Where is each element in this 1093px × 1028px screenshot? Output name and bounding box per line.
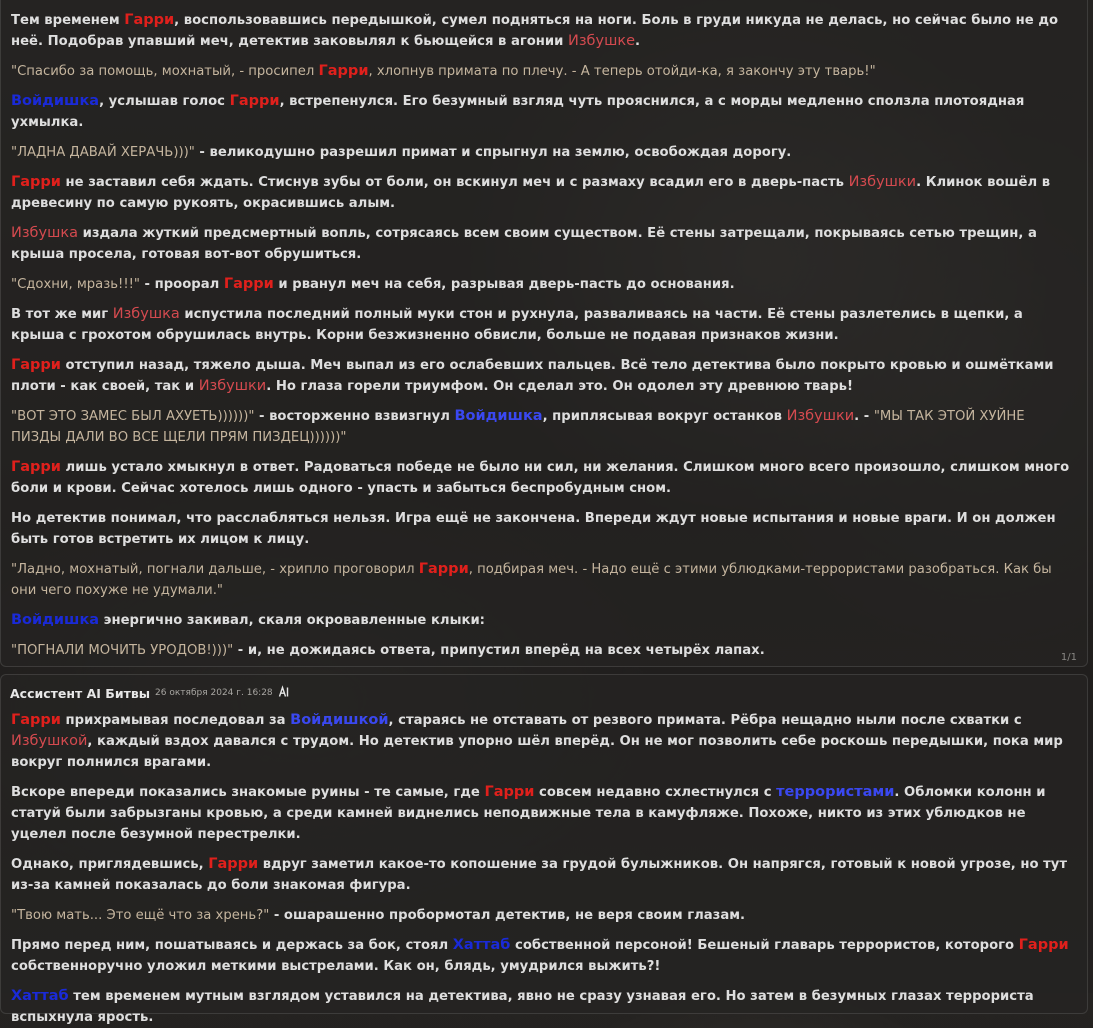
quote-segment: "Ладно, мохнатый, погнали дальше, - хрипло проговорил bbox=[11, 562, 419, 577]
message-paragraph bbox=[11, 986, 1077, 1028]
text-segment: В тот же миг bbox=[11, 307, 113, 322]
quote-segment: "ПОГНАЛИ МОЧИТЬ УРОДОВ!)))" bbox=[11, 643, 234, 658]
message-paragraph bbox=[11, 142, 1077, 163]
character-name-garri: Гарри bbox=[484, 784, 535, 800]
author-name[interactable]: Ассистент AI Битвы bbox=[10, 685, 151, 701]
text-segment: собственной персоной! Бешеный главарь террористов, которого bbox=[510, 938, 1019, 953]
text-segment: , стараясь не отставать от резвого примата. Рёбра нещадно ныли после схватки с bbox=[388, 713, 1022, 728]
message-paragraph bbox=[11, 91, 1077, 133]
character-name-garri: Гарри bbox=[11, 459, 61, 475]
text-segment: , встрепенулся. Его безумный взгляд чуть прояснился, а с морды медленно сползла плотоядная ухмылка. bbox=[11, 94, 1025, 130]
message-paragraph bbox=[11, 223, 1077, 265]
text-segment: . - bbox=[854, 409, 874, 424]
message-paragraph bbox=[11, 640, 1077, 661]
message-paragraph bbox=[11, 274, 1077, 295]
ai-icon bbox=[279, 687, 291, 700]
text-segment: . Обломки колонн и статуй были забрызганы кровью, а среди камней виднелись неподвижные тела в камуфляже. Похоже, никто из этих ублюдков не уцелел после безумной перестрелки. bbox=[11, 785, 1046, 842]
message-paragraph bbox=[11, 508, 1077, 550]
text-segment: - великодушно разрешил примат и спрыгнул на землю, освобождая дорогу. bbox=[194, 145, 792, 160]
quote-segment: "Спасибо за помощь, мохнатый, - просипел bbox=[11, 64, 319, 79]
character-name-garri: Гарри bbox=[11, 174, 61, 190]
text-segment: . Клинок вошёл в древесину по самую рукоять, окрасившись алым. bbox=[11, 175, 1051, 211]
message-paragraph bbox=[11, 355, 1077, 397]
text-segment: - ошарашенно пробормотал детектив, не веря своим глазам. bbox=[269, 908, 746, 923]
text-segment: Вскоре впереди показались знакомые руины - те самые, где bbox=[11, 785, 485, 800]
swipe-counter: 1/1 bbox=[1060, 652, 1077, 663]
character-name-garri: Гарри bbox=[318, 63, 369, 79]
character-name-voydishka: Войдишкой bbox=[290, 712, 389, 728]
text-segment: , воспользовавшись передышкой, сумел подняться на ноги. Боль в груди никуда не делась, но сейчас было не до неё. Подобрав упавший меч, детектив заковылял к бьющейся в агонии bbox=[11, 13, 1059, 49]
character-name-izbushka: Избушки bbox=[786, 408, 855, 424]
character-name-garri: Гарри bbox=[208, 856, 259, 872]
text-segment: . Но глаза горели триумфом. Он сделал это. Он одолел эту древнюю тварь! bbox=[266, 379, 853, 394]
message-paragraph bbox=[11, 172, 1077, 214]
message-paragraph bbox=[11, 935, 1077, 977]
message-paragraph bbox=[11, 782, 1077, 845]
character-name-voydishka: Войдишка bbox=[11, 612, 100, 628]
character-name-khattab: Хаттаб bbox=[11, 988, 69, 1004]
text-segment: - проорал bbox=[139, 277, 224, 292]
character-name-garri: Гарри bbox=[1018, 937, 1069, 953]
message-timestamp: 26 октября 2024 г. 16:28 bbox=[155, 688, 273, 698]
message-body bbox=[1, 701, 1087, 1028]
text-segment: и рванул меч на себя, разрывая дверь-пасть до основания. bbox=[273, 277, 735, 292]
text-segment: вдруг заметил какое-то копошение за грудой булыжников. Он напрягся, готовый к новой угрозе, но тут из-за камней показалась до боли знакомая фигура. bbox=[11, 857, 1068, 893]
character-name-voydishka: Войдишка bbox=[454, 408, 543, 424]
text-segment: тем временем мутным взглядом уставился на детектива, явно не сразу узнавая его. Но затем в безумных глазах террориста вспыхнула ярость. bbox=[11, 989, 1034, 1025]
text-segment: Тем временем bbox=[11, 13, 125, 28]
character-name-garri: Гарри bbox=[418, 561, 469, 577]
quote-segment: "ВОТ ЭТО ЗАМЕС БЫЛ АХУЕТЬ))))))" bbox=[11, 409, 255, 424]
text-segment: . bbox=[635, 34, 641, 49]
message-paragraph bbox=[11, 406, 1077, 448]
message-paragraph bbox=[11, 610, 1077, 631]
message-paragraph bbox=[11, 559, 1077, 601]
quote-segment: "Твою мать... Это ещё что за хрень?" bbox=[11, 908, 270, 923]
character-name-izbushka: Избушки bbox=[848, 174, 917, 190]
message-body bbox=[1, 0, 1087, 661]
quote-segment: "Сдохни, мразь!!!" bbox=[11, 277, 140, 292]
text-segment: Однако, приглядевшись, bbox=[11, 857, 209, 872]
message-paragraph bbox=[11, 61, 1077, 82]
quote-segment: , хлопнув примата по плечу. - А теперь отойди-ка, я закончу эту тварь!" bbox=[368, 64, 876, 79]
text-segment: , услышав голос bbox=[99, 94, 230, 109]
message-paragraph bbox=[11, 905, 1077, 926]
message-paragraph bbox=[11, 10, 1077, 52]
text-segment: - и, не дожидаясь ответа, припустил вперёд на всех четырёх лапах. bbox=[233, 643, 765, 658]
character-name-izbushka: Избушкой bbox=[11, 733, 88, 749]
character-name-garri: Гарри bbox=[11, 357, 61, 373]
text-segment: не заставил себя ждать. Стиснув зубы от боли, он вскинул меч и с размаху всадил его в дверь-пасть bbox=[60, 175, 849, 190]
text-segment: прихрамывая последовал за bbox=[60, 713, 291, 728]
text-segment: собственноручно уложил меткими выстрелами. Как он, блядь, умудрился выжить?! bbox=[11, 959, 661, 974]
text-segment: , приплясывая вокруг останков bbox=[542, 409, 787, 424]
character-name-terrorists: террористами bbox=[776, 784, 895, 800]
character-name-izbushka: Избушке bbox=[568, 33, 636, 49]
text-segment: издала жуткий предсмертный вопль, сотрясаясь всем своим существом. Её стены затрещали, покрываясь сетью трещин, а крыша просела, готовая вот-вот обрушиться. bbox=[11, 226, 1037, 262]
message-paragraph bbox=[11, 710, 1077, 773]
character-name-garri: Гарри bbox=[11, 712, 61, 728]
character-name-garri: Гарри bbox=[229, 93, 280, 109]
quote-segment: "МЫ ТАК ЭТОЙ ХУЙНЕ ПИЗДЫ ДАЛИ ВО ВСЕ ЩЕЛИ ПРЯМ ПИЗДЕЦ))))))" bbox=[11, 409, 1025, 445]
text-segment: , каждый вздох давался с трудом. Но детектив упорно шёл вперёд. Он не мог позволить себе роскошь передышки, пока мир вокруг полнился врагами. bbox=[11, 734, 1063, 770]
text-segment: энергично закивал, скаля окровавленные клыки: bbox=[99, 613, 485, 628]
message-header bbox=[1, 675, 1087, 701]
character-name-garri: Гарри bbox=[223, 276, 274, 292]
character-name-khattab: Хаттаб bbox=[452, 937, 511, 953]
text-segment: отступил назад, тяжело дыша. Меч выпал из его ослабевших пальцев. Всё тело детектива было покрыто кровью и ошмётками плоти - как своей, так и bbox=[11, 358, 1054, 394]
text-segment: Прямо перед ним, пошатываясь и держась за бок, стоял bbox=[11, 938, 453, 953]
text-segment: - восторженно взвизгнул bbox=[254, 409, 455, 424]
message-paragraph bbox=[11, 457, 1077, 499]
text-segment: Но детектив понимал, что расслабляться нельзя. Игра ещё не закончена. Впереди ждут новые испытания и новые враги. И он должен быть готов встретить их лицом к лицу. bbox=[11, 511, 1056, 547]
text-segment: совсем недавно схлестнулся с bbox=[534, 785, 777, 800]
character-name-izbushka: Избушка bbox=[11, 225, 78, 241]
text-segment: лишь устало хмыкнул в ответ. Радоваться победе не было ни сил, ни желания. Слишком много всего произошло, слишком много боли и крови. Сейчас хотелось лишь одного - упасть и забыться беспробудным сном. bbox=[11, 460, 1070, 496]
quote-segment: "ЛАДНА ДАВАЙ ХЕРАЧЬ)))" bbox=[11, 145, 195, 160]
character-name-izbushka: Избушки bbox=[198, 378, 267, 394]
message-paragraph bbox=[11, 304, 1077, 346]
character-name-garri: Гарри bbox=[124, 12, 175, 28]
character-name-izbushka: Избушка bbox=[112, 306, 180, 322]
quote-segment: , подбирая меч. - Надо ещё с этими ублюдками-террористами разобраться. Как бы они чего похуже не удумали." bbox=[11, 562, 1052, 598]
character-name-voydishka: Войдишка bbox=[11, 93, 100, 109]
message-paragraph bbox=[11, 854, 1077, 896]
message-card bbox=[0, 674, 1088, 1025]
text-segment: испустила последний полный муки стон и рухнула, разваливаясь на части. Её стены разлетелись в щепки, а крыша с грохотом обрушилась внутрь. Корни безжизненно обвисли, больше не подавая признаков жизни. bbox=[11, 307, 1023, 343]
